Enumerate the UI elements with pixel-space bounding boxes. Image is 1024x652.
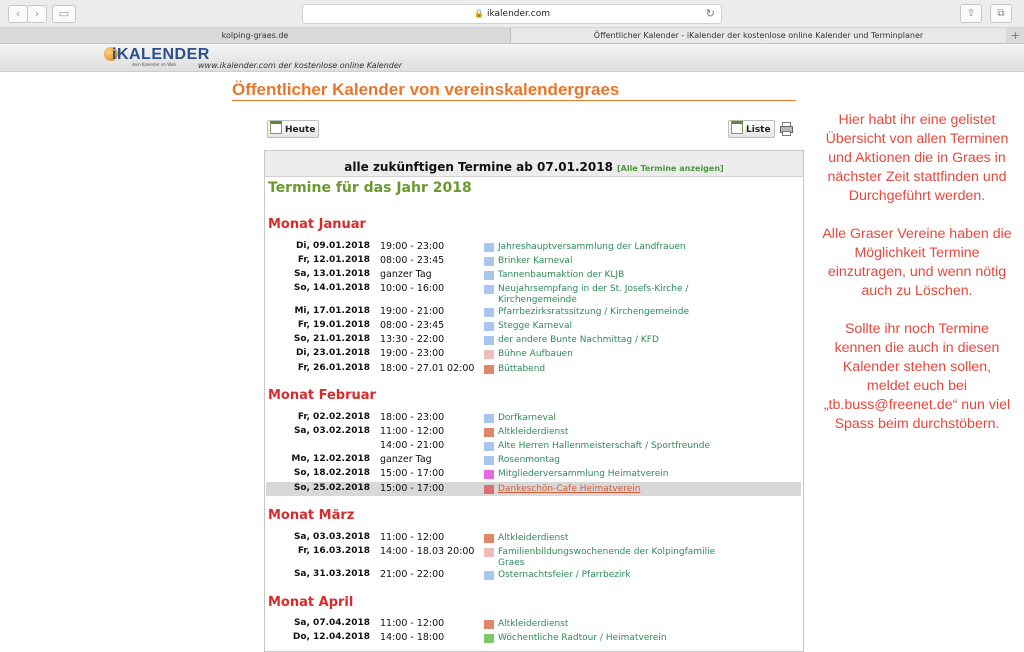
event-row[interactable]: [266, 254, 801, 268]
event-row[interactable]: [266, 467, 801, 481]
event-row[interactable]: [266, 319, 801, 333]
event-title[interactable]: Alte Herren Hallenmeisterschaft / Sportfreunde: [498, 441, 710, 451]
event-title-line2: Kirchengemeinde: [498, 295, 577, 305]
event-time: 19:00 - 23:00: [380, 348, 445, 359]
event-time: 11:00 - 12:00: [380, 618, 445, 629]
category-color: [484, 308, 494, 317]
event-date: Sa, 03.02.2018: [293, 426, 370, 436]
event-title[interactable]: Osternachtsfeier / Pfarrbezirk: [498, 570, 631, 580]
category-color: [484, 620, 494, 629]
back-icon[interactable]: ‹: [8, 5, 28, 23]
lock-icon: 🔒: [474, 9, 484, 18]
page-title: Öffentlicher Kalender von vereinskalendergraes: [232, 80, 620, 99]
category-color: [484, 243, 494, 252]
event-row[interactable]: [266, 631, 801, 645]
event-title[interactable]: Rosenmontag: [498, 455, 561, 465]
event-date: Mi, 17.01.2018: [294, 306, 370, 316]
category-color: [484, 365, 494, 374]
event-row[interactable]: [266, 617, 801, 631]
category-color: [484, 534, 494, 543]
event-time: 19:00 - 23:00: [380, 241, 445, 252]
event-time: 08:00 - 23:45: [380, 320, 445, 331]
event-time: 11:00 - 12:00: [380, 426, 445, 437]
event-title[interactable]: der andere Bunte Nachmittag / KFD: [498, 335, 659, 345]
list-button[interactable]: [728, 120, 775, 138]
all-dates-link[interactable]: [Alle Termine anzeigen]: [616, 164, 724, 173]
event-row[interactable]: [266, 545, 801, 569]
event-title[interactable]: Dorfkarneval: [498, 413, 556, 423]
category-color: [484, 336, 494, 345]
tabs-overview-icon[interactable]: ⧉: [990, 4, 1012, 23]
event-time: 19:00 - 21:00: [380, 306, 445, 317]
category-color: [484, 485, 494, 494]
event-time: 18:00 - 23:00: [380, 412, 445, 423]
event-row-highlighted[interactable]: [266, 482, 801, 496]
category-color: [484, 271, 494, 280]
category-color: [484, 428, 494, 437]
event-time: 14:00 - 21:00: [380, 440, 445, 451]
event-time: ganzer Tag: [380, 454, 432, 465]
event-title[interactable]: Stegge Karneval: [498, 321, 572, 331]
event-row[interactable]: [266, 240, 801, 254]
event-title[interactable]: Altkleiderdienst: [498, 619, 569, 629]
category-color: [484, 634, 494, 643]
category-color: [484, 571, 494, 580]
month-heading-februar: Monat Februar: [268, 388, 376, 403]
reload-icon[interactable]: ↻: [705, 7, 715, 20]
event-title[interactable]: Pfarrbezirksratssitzung / Kirchengemeinde: [498, 307, 689, 317]
event-date: So, 21.01.2018: [293, 334, 370, 344]
event-time: 18:00 - 27.01 02:00: [380, 363, 475, 374]
category-color: [484, 285, 494, 294]
tab-kolping[interactable]: kolping-graes.de: [0, 28, 511, 43]
category-color: [484, 257, 494, 266]
today-button-label: Heute: [285, 125, 316, 135]
event-title[interactable]: Mitgliederversammlung Heimatverein: [498, 469, 669, 479]
event-time: 08:00 - 23:45: [380, 255, 445, 266]
event-title[interactable]: Tannenbaumaktion der KLJB: [498, 270, 625, 280]
event-row[interactable]: [266, 305, 801, 319]
browser-toolbar: [0, 0, 1024, 28]
event-time: 14:00 - 18.03 20:00: [380, 546, 475, 557]
event-date: Sa, 07.04.2018: [293, 618, 370, 628]
event-title[interactable]: [498, 284, 688, 306]
calendar-header: [265, 151, 803, 177]
calendar-heading: alle zukünftigen Termine ab 07.01.2018: [344, 160, 613, 174]
category-color: [484, 322, 494, 331]
title-divider: [232, 100, 796, 101]
url-text: ikalender.com: [486, 9, 550, 19]
side-info-paragraph-2: Alle Graser Vereine haben die Möglichkeit Termine einzutragen, und wenn nötig auch zu Löschen.: [822, 226, 1012, 299]
tab-bar: [0, 28, 1024, 44]
category-color: [484, 350, 494, 359]
event-title[interactable]: Altkleiderdienst: [498, 427, 569, 437]
calendar-icon: [270, 121, 282, 134]
category-color: [484, 470, 494, 479]
event-title-link[interactable]: Dankeschön-Cafe Heimatverein: [498, 484, 641, 494]
category-color: [484, 414, 494, 423]
event-title[interactable]: Brinker Karneval: [498, 256, 573, 266]
tab-ikalender[interactable]: Öffentlicher Kalender - iKalender der kostenlose online Kalender und Terminplaner: [511, 28, 1006, 43]
event-date: Di, 09.01.2018: [295, 241, 370, 251]
event-date: Fr, 26.01.2018: [297, 363, 370, 373]
event-date: Sa, 13.01.2018: [293, 269, 370, 279]
event-row[interactable]: [266, 268, 801, 282]
event-time: 11:00 - 12:00: [380, 532, 445, 543]
event-date: Fr, 16.03.2018: [297, 546, 370, 556]
event-title[interactable]: Büttabend: [498, 364, 546, 374]
list-button-label: Liste: [746, 125, 771, 135]
side-info: [820, 111, 1014, 453]
event-date: Do, 12.04.2018: [292, 632, 370, 642]
print-icon[interactable]: [780, 122, 792, 135]
event-date: So, 14.01.2018: [293, 283, 370, 293]
side-info-paragraph-1: Hier habt ihr eine gelistet Übersicht von allen Terminen und Aktionen die in Graes in nächster Zeit stattfinden und Durchgeführt werden.: [825, 112, 1009, 204]
event-date: Mo, 12.02.2018: [291, 454, 370, 464]
event-row[interactable]: [266, 425, 801, 439]
event-row[interactable]: [266, 282, 801, 306]
event-row[interactable]: [266, 531, 801, 545]
event-date: Sa, 31.03.2018: [293, 569, 370, 579]
share-icon[interactable]: ⇧: [960, 4, 982, 23]
site-slogan: www.ikalender.com der kostenlose online Kalender: [198, 61, 403, 70]
address-bar[interactable]: [302, 4, 722, 24]
event-date: So, 25.02.2018: [293, 483, 370, 493]
today-button[interactable]: [267, 120, 319, 138]
site-logo[interactable]: iKALENDER: [112, 46, 210, 63]
month-heading-maerz: Monat März: [268, 508, 355, 523]
event-row[interactable]: [266, 439, 801, 453]
category-color: [484, 456, 494, 465]
event-row[interactable]: [266, 568, 801, 582]
event-date: Fr, 19.01.2018: [297, 320, 370, 330]
category-color: [484, 442, 494, 451]
event-date: Di, 23.01.2018: [295, 348, 370, 358]
month-heading-april: Monat April: [268, 595, 354, 610]
event-title[interactable]: Altkleiderdienst: [498, 533, 569, 543]
event-title[interactable]: Bühne Aufbauen: [498, 349, 573, 359]
event-date: Sa, 03.03.2018: [293, 532, 370, 542]
event-title[interactable]: Wöchentliche Radtour / Heimatverein: [498, 633, 667, 643]
event-time: 10:00 - 16:00: [380, 283, 445, 294]
new-tab-icon[interactable]: +: [1010, 29, 1020, 42]
event-title[interactable]: Jahreshauptversammlung der Landfrauen: [498, 242, 686, 252]
event-row[interactable]: [266, 347, 801, 361]
event-date: Fr, 02.02.2018: [297, 412, 370, 422]
forward-icon[interactable]: ›: [27, 5, 47, 23]
logo-subtitle: dein Kalender im Web: [132, 62, 176, 67]
event-time: 14:00 - 18:00: [380, 632, 445, 643]
event-date: So, 18.02.2018: [293, 468, 370, 478]
event-time: 15:00 - 17:00: [380, 483, 445, 494]
event-title-line1: Familienbildungswochenende der Kolpingfamilie: [498, 547, 716, 557]
event-title[interactable]: [498, 547, 715, 569]
event-date: Fr, 12.01.2018: [297, 255, 370, 265]
calendar-list-icon: [731, 121, 743, 134]
event-row[interactable]: [266, 411, 801, 425]
event-time: 21:00 - 22:00: [380, 569, 445, 580]
side-info-paragraph-3: Sollte ihr noch Termine kennen die auch in diesen Kalender stehen sollen, meldet euch bei „tb.buss@freenet.de“ nun viel Spass beim durchstöbern.: [823, 321, 1011, 432]
event-row[interactable]: [266, 453, 801, 467]
event-time: 15:00 - 17:00: [380, 468, 445, 479]
event-title-line1: Neujahrsempfang in der St. Josefs-Kirche /: [498, 284, 689, 294]
month-heading-januar: Monat Januar: [268, 217, 366, 232]
event-time: ganzer Tag: [380, 269, 432, 280]
year-heading: Termine für das Jahr 2018: [268, 180, 472, 196]
sidebar-icon[interactable]: ▭: [52, 5, 76, 23]
event-title-line2: Graes: [498, 558, 525, 568]
event-row[interactable]: [266, 333, 801, 347]
category-color: [484, 548, 494, 557]
event-row[interactable]: [266, 362, 801, 376]
event-time: 13:30 - 22:00: [380, 334, 445, 345]
